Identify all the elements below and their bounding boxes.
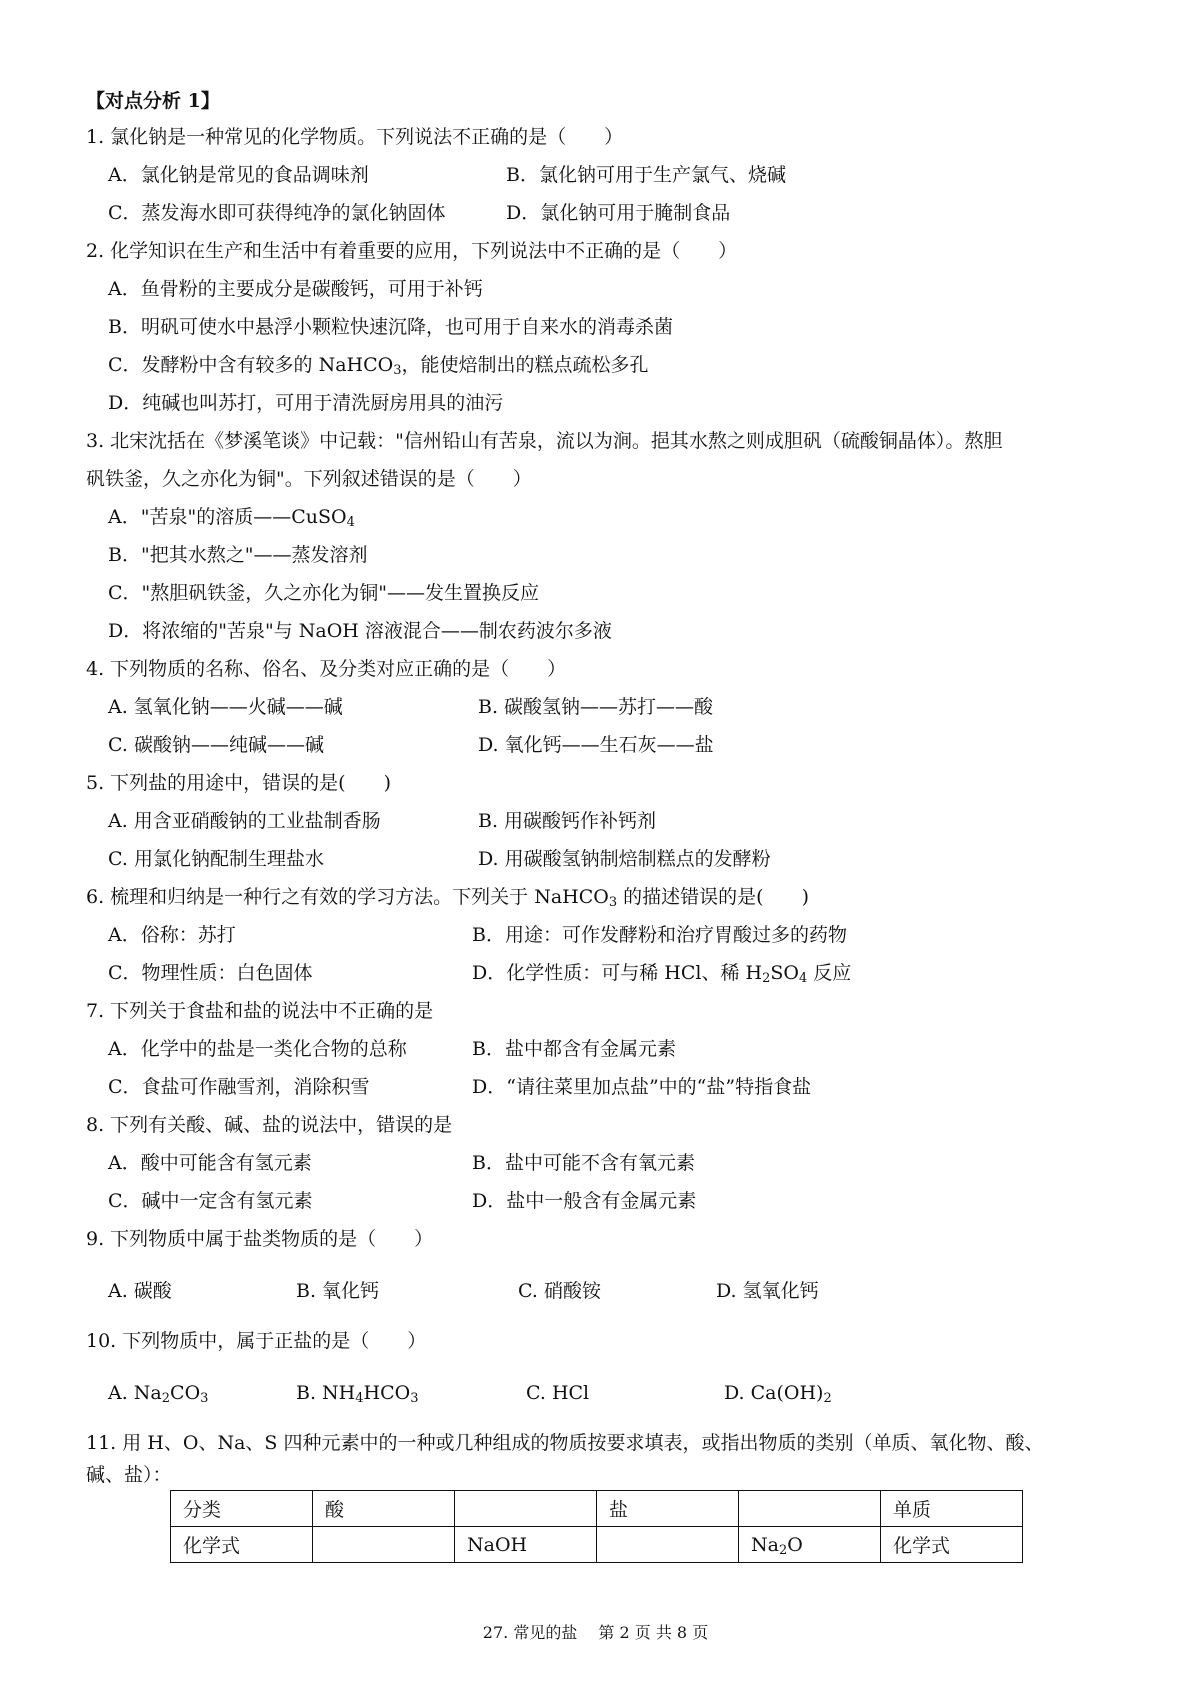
q7-option-d: D．“请往菜里加点盐”中的“盐”特指食盐 — [472, 1076, 812, 1098]
q5-option-b: B. 用碳酸钙作补钙剂 — [478, 810, 657, 832]
table-cell: 单质 — [881, 1491, 1023, 1527]
q5-option-c: C. 用氯化钠配制生理盐水 — [108, 848, 324, 870]
q9-option-b: B. 氧化钙 — [296, 1280, 380, 1302]
q10-option-b: B. $NH_4HCO_3$ — [296, 1382, 419, 1406]
q2-stem: 2. 化学知识在生产和生活中有着重要的应用，下列说法中不正确的是（ ） — [86, 240, 738, 262]
q6-stem: 6. 梳理和归纳是一种行之有效的学习方法。下列关于 NaHCO$_3$ 的描述错误的是( ) — [86, 886, 810, 910]
section-heading: 【对点分析 1】 — [86, 90, 220, 112]
table-row — [171, 1527, 1023, 1563]
table-cell — [455, 1491, 597, 1527]
q1-option-d: D．氯化钠可用于腌制食品 — [506, 202, 731, 224]
q9-option-a: A. 碳酸 — [108, 1280, 172, 1302]
q10-stem: 10. 下列物质中，属于正盐的是（ ） — [86, 1330, 427, 1352]
q2-option-b: B．明矾可使水中悬浮小颗粒快速沉降，也可用于自来水的消毒杀菌 — [108, 316, 673, 338]
q1-option-b: B．氯化钠可用于生产氯气、烧碱 — [506, 164, 786, 186]
q8-option-d: D．盐中一般含有金属元素 — [472, 1190, 697, 1212]
q8-option-b: B．盐中可能不含有氧元素 — [472, 1152, 695, 1174]
table-row — [171, 1491, 1023, 1527]
classification-table — [170, 1490, 1023, 1563]
q4-option-c: C. 碳酸钠——纯碱——碱 — [108, 734, 324, 756]
q6-option-a: A．俗称：苏打 — [108, 924, 236, 946]
q6-option-d: D．化学性质：可与稀 HCl、稀 $H_2SO_4$ 反应 — [472, 962, 852, 986]
q9-option-c: C. 硝酸铵 — [518, 1280, 601, 1302]
q1-option-c: C．蒸发海水即可获得纯净的氯化钠固体 — [108, 202, 446, 224]
table-cell — [739, 1491, 881, 1527]
q4-option-a: A. 氢氧化钠——火碱——碱 — [108, 696, 343, 718]
q8-option-a: A．酸中可能含有氢元素 — [108, 1152, 312, 1174]
q3-option-b: B．"把其水熬之"——蒸发溶剂 — [108, 544, 368, 566]
q9-stem: 9. 下列物质中属于盐类物质的是（ ） — [86, 1228, 434, 1250]
table-cell: 酸 — [313, 1491, 455, 1527]
q4-option-d: D. 氧化钙——生石灰——盐 — [478, 734, 714, 756]
q11-stem-line2: 碱、盐）： — [86, 1464, 172, 1486]
q6-option-b: B．用途：可作发酵粉和治疗胃酸过多的药物 — [472, 924, 847, 946]
q4-stem: 4. 下列物质的名称、俗名、及分类对应正确的是（ ） — [86, 658, 567, 680]
q2-option-c: C．发酵粉中含有较多的 NaHCO$_3$，能使焙制出的糕点疏松多孔 — [108, 354, 649, 378]
q1-option-a: A．氯化钠是常见的食品调味剂 — [108, 164, 369, 186]
table-cell: NaOH — [455, 1527, 597, 1563]
q3-stem-line2: 矾铁釜，久之亦化为铜"。下列叙述错误的是（ ） — [86, 468, 532, 490]
q10-option-a: A. $Na_2CO_3$ — [108, 1382, 209, 1406]
q3-option-a: A．"苦泉"的溶质——CuSO$_4$ — [108, 506, 355, 530]
q8-option-c: C．碱中一定含有氢元素 — [108, 1190, 313, 1212]
q5-option-a: A. 用含亚硝酸钠的工业盐制香肠 — [108, 810, 381, 832]
q7-option-a: A．化学中的盐是一类化合物的总称 — [108, 1038, 407, 1060]
q1-stem: 1. 氯化钠是一种常见的化学物质。下列说法不正确的是（ ） — [86, 126, 624, 148]
q3-option-d: D．将浓缩的"苦泉"与 NaOH 溶液混合——制农药波尔多液 — [108, 620, 612, 642]
q3-stem-line1: 3. 北宋沈括在《梦溪笔谈》中记载："信州铅山有苦泉，流以为涧。挹其水熬之则成胆矾（硫酸铜晶体）。熬胆 — [86, 430, 1003, 452]
q11-stem-line1: 11. 用 H、O、Na、S 四种元素中的一种或几种组成的物质按要求填表，或指出物质的类别（单质、氧化物、酸、 — [86, 1432, 1044, 1454]
q9-option-d: D. 氢氧化钙 — [716, 1280, 819, 1302]
q7-stem: 7. 下列关于食盐和盐的说法中不正确的是 — [86, 1000, 434, 1022]
q7-option-b: B．盐中都含有金属元素 — [472, 1038, 676, 1060]
q10-option-d: D. $Ca(OH)_2$ — [724, 1382, 832, 1406]
page-footer: 27. 常见的盐 第 2 页 共 8 页 — [482, 1623, 709, 1642]
q2-option-a: A．鱼骨粉的主要成分是碳酸钙，可用于补钙 — [108, 278, 483, 300]
q8-stem: 8. 下列有关酸、碱、盐的说法中，错误的是 — [86, 1114, 453, 1136]
q5-option-d: D. 用碳酸氢钠制焙制糕点的发酵粉 — [478, 848, 771, 870]
q7-option-c: C．食盐可作融雪剂，消除积雪 — [108, 1076, 370, 1098]
table-cell: 盐 — [597, 1491, 739, 1527]
q2-option-d: D．纯碱也叫苏打，可用于清洗厨房用具的油污 — [108, 392, 504, 414]
q5-stem: 5. 下列盐的用途中，错误的是( ) — [86, 772, 391, 794]
table-cell: 分类 — [171, 1491, 313, 1527]
table-cell — [313, 1527, 455, 1563]
q6-option-c: C．物理性质：白色固体 — [108, 962, 313, 984]
table-cell: $Na_2O$ — [739, 1527, 881, 1563]
q3-option-c: C．"熬胆矾铁釜，久之亦化为铜"——发生置换反应 — [108, 582, 540, 604]
q10-option-c: C. HCl — [526, 1382, 590, 1404]
table-cell — [597, 1527, 739, 1563]
table-cell: 化学式 — [881, 1527, 1023, 1563]
table-cell: 化学式 — [171, 1527, 313, 1563]
q4-option-b: B. 碳酸氢钠——苏打——酸 — [478, 696, 714, 718]
